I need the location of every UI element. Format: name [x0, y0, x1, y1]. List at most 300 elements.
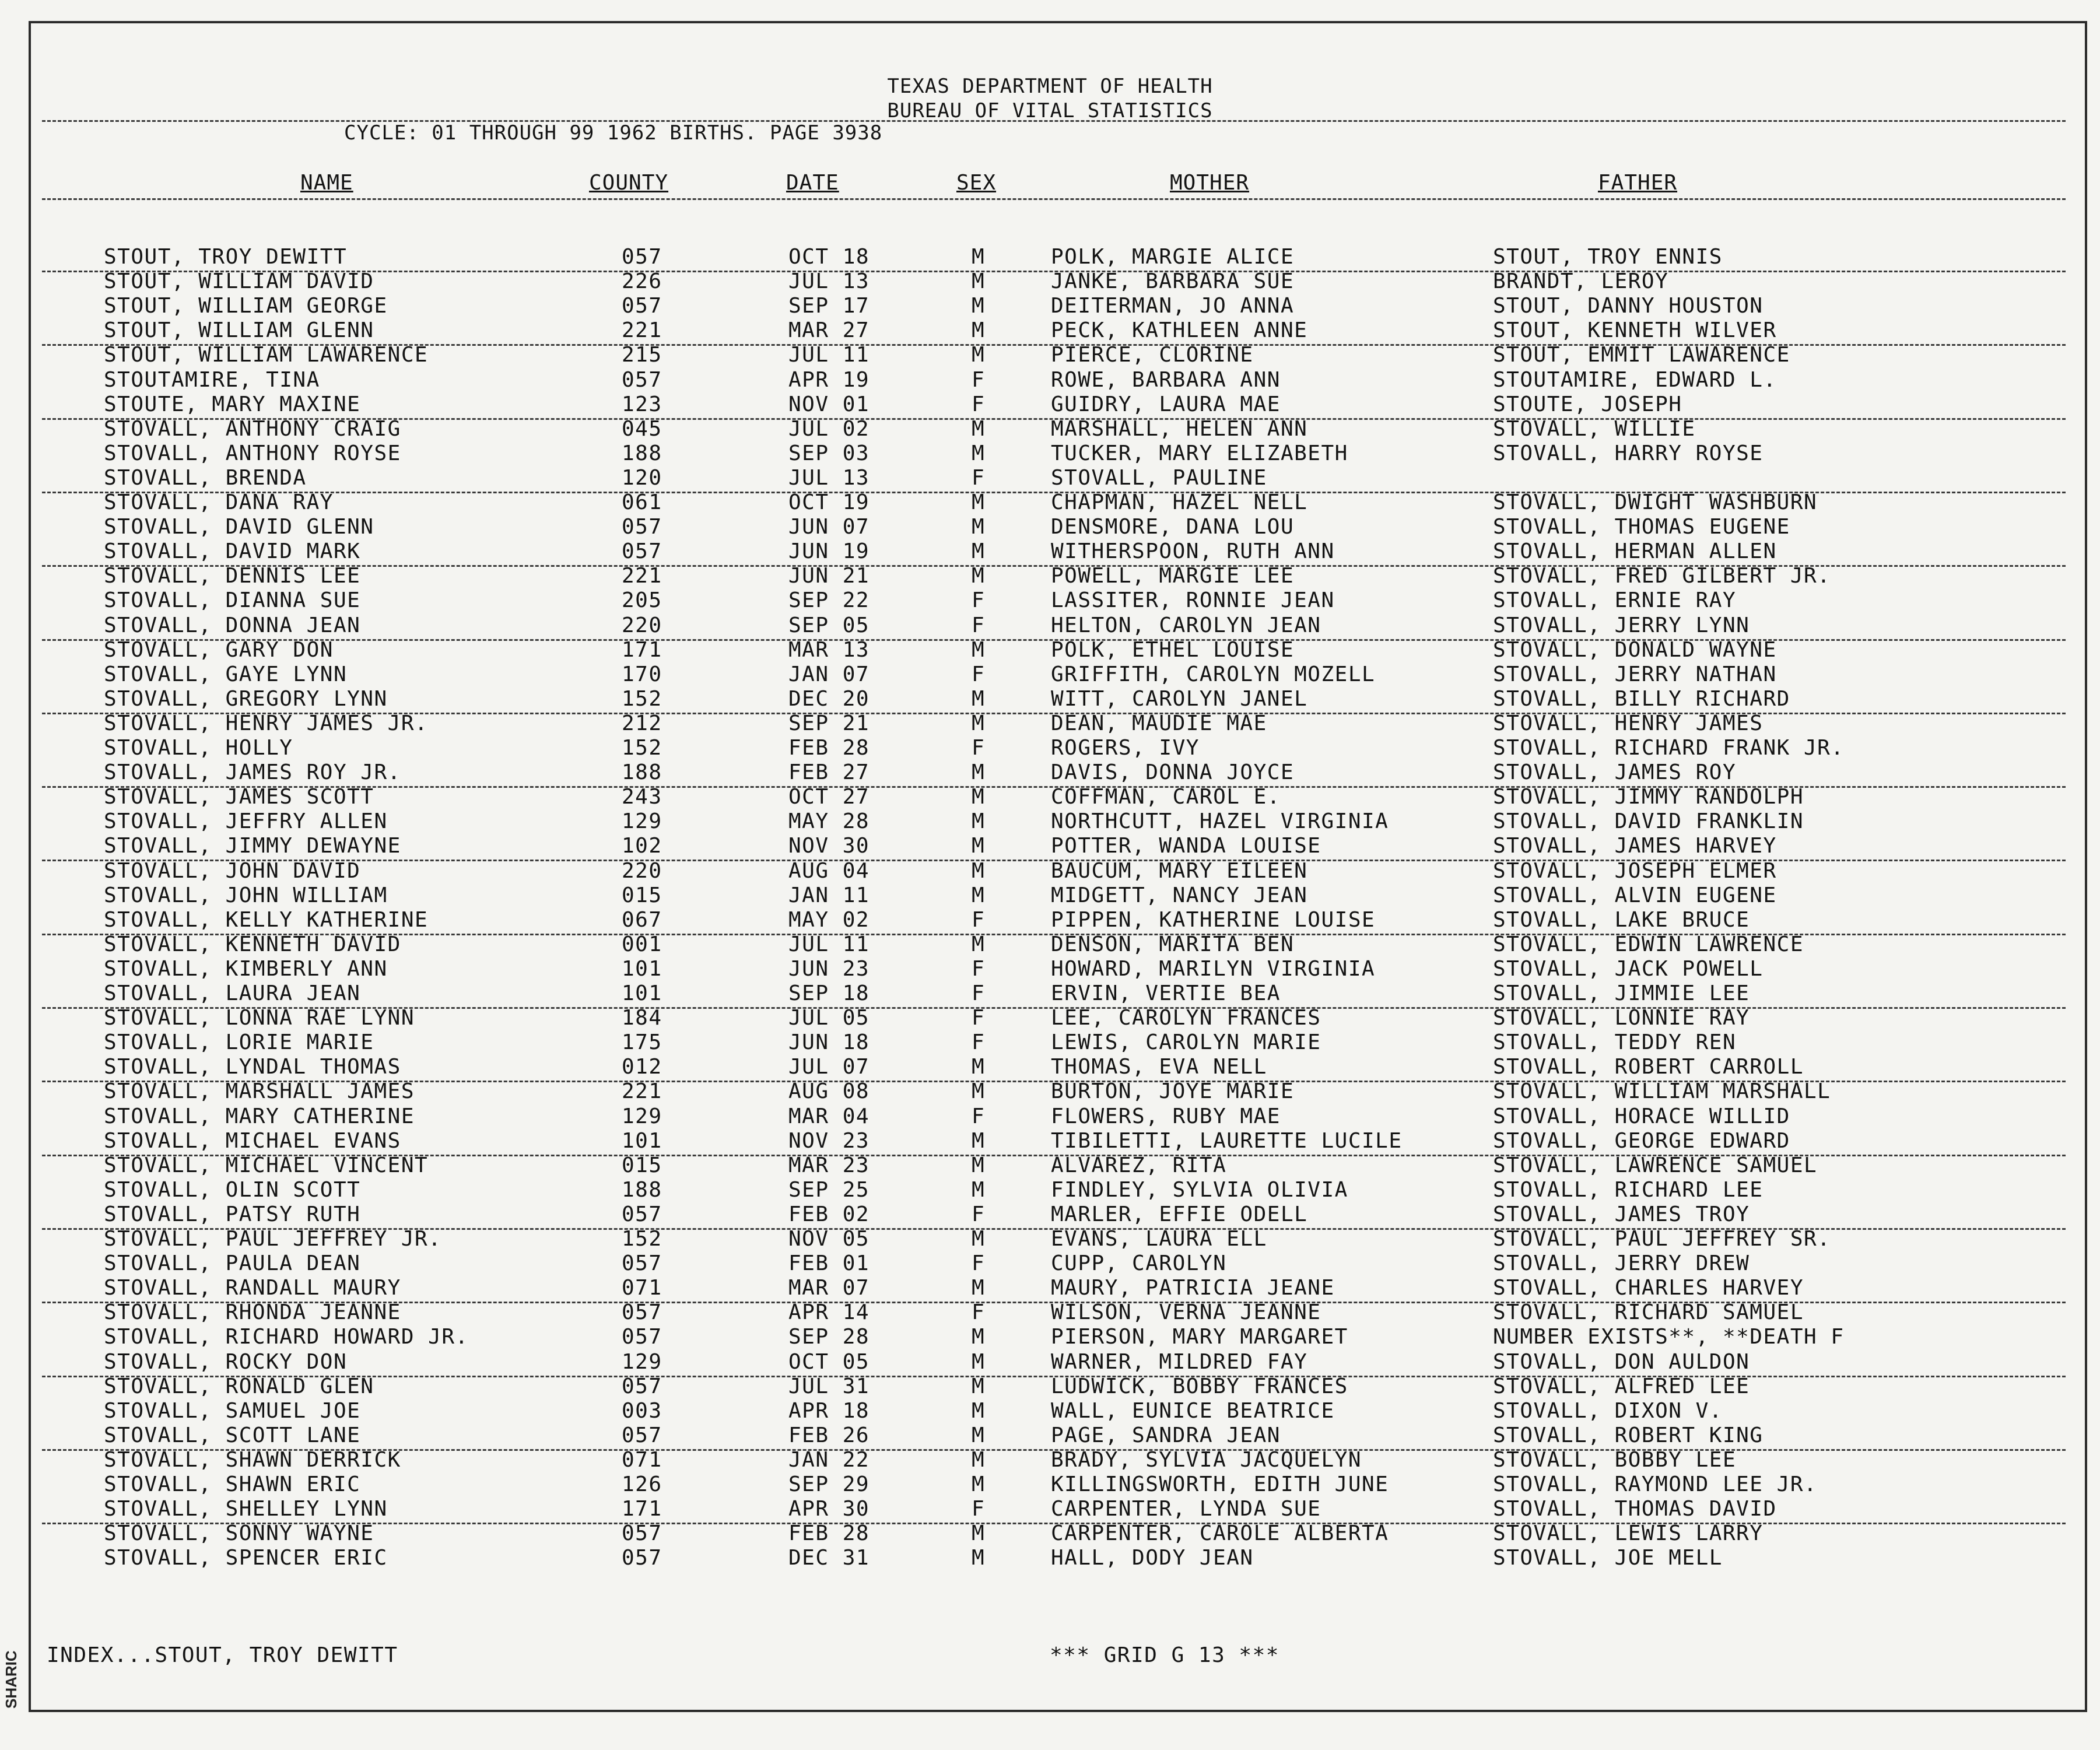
- cell-county: 003: [622, 1398, 662, 1423]
- index-footer: INDEX...STOUT, TROY DEWITT: [47, 1643, 398, 1667]
- cell-sex: M: [972, 564, 986, 588]
- cell-county: 102: [622, 834, 662, 858]
- cell-name: STOVALL, HENRY JAMES JR.: [104, 711, 429, 735]
- cell-mother: HOWARD, MARILYN VIRGINIA: [1051, 956, 1376, 981]
- cell-mother: LEE, CAROLYN FRANCES: [1051, 1006, 1321, 1030]
- cell-mother: POTTER, WANDA LOUISE: [1051, 834, 1321, 858]
- table-row: [0, 662, 2100, 687]
- cell-mother: COFFMAN, CAROL E.: [1051, 785, 1281, 809]
- cell-sex: M: [972, 1128, 986, 1153]
- cell-sex: M: [972, 416, 986, 441]
- cell-date: SEP 03: [788, 441, 870, 465]
- cell-father: STOVALL, ERNIE RAY: [1493, 588, 1737, 613]
- cell-county: 171: [622, 1497, 662, 1521]
- cell-sex: M: [972, 686, 986, 711]
- cell-name: STOUT, WILLIAM DAVID: [104, 269, 374, 294]
- table-row: [0, 417, 2100, 441]
- cell-sex: F: [972, 392, 986, 416]
- cell-county: 057: [622, 1546, 662, 1570]
- cell-name: STOVALL, SHAWN ERIC: [104, 1472, 361, 1496]
- table-row: [0, 1521, 2100, 1546]
- cell-date: FEB 27: [788, 760, 870, 785]
- cell-name: STOVALL, ANTHONY ROYSE: [104, 441, 401, 465]
- cell-mother: FLOWERS, RUBY MAE: [1051, 1104, 1281, 1128]
- cell-father: STOVALL, JOE MELL: [1493, 1546, 1723, 1570]
- cell-date: SEP 17: [788, 294, 870, 318]
- cell-mother: LASSITER, RONNIE JEAN: [1051, 588, 1335, 613]
- cell-mother: CARPENTER, LYNDA SUE: [1051, 1497, 1321, 1521]
- cell-mother: DENSMORE, DANA LOU: [1051, 515, 1295, 539]
- cell-mother: CUPP, CAROLYN: [1051, 1251, 1227, 1276]
- cell-sex: M: [972, 1546, 986, 1570]
- cell-county: 129: [622, 1349, 662, 1374]
- cell-date: FEB 26: [788, 1423, 870, 1447]
- cell-county: 057: [622, 1300, 662, 1325]
- cell-father: STOVALL, HERMAN ALLEN: [1493, 539, 1777, 564]
- cell-mother: HALL, DODY JEAN: [1051, 1546, 1254, 1570]
- table-row: [0, 269, 2100, 294]
- table-row: [0, 859, 2100, 883]
- cell-father: STOVALL, RICHARD SAMUEL: [1493, 1300, 1804, 1325]
- cell-date: JUL 31: [788, 1374, 870, 1398]
- table-row: [0, 908, 2100, 932]
- cell-sex: F: [972, 1497, 986, 1521]
- cell-mother: ROGERS, IVY: [1051, 736, 1200, 760]
- cell-date: APR 19: [788, 367, 870, 392]
- cell-father: STOVALL, JERRY NATHAN: [1493, 662, 1777, 686]
- cell-mother: PIERSON, MARY MARGARET: [1051, 1325, 1348, 1349]
- cell-county: 057: [622, 245, 662, 269]
- cell-date: NOV 30: [788, 834, 870, 858]
- cell-county: 061: [622, 490, 662, 514]
- cell-sex: M: [972, 809, 986, 834]
- table-row: [0, 1202, 2100, 1227]
- cell-father: STOVALL, HORACE WILLID: [1493, 1104, 1790, 1128]
- cell-father: STOVALL, CHARLES HARVEY: [1493, 1276, 1804, 1300]
- table-row: [0, 1030, 2100, 1055]
- cell-father: STOVALL, JIMMIE LEE: [1493, 981, 1750, 1005]
- cell-mother: ALVAREZ, RITA: [1051, 1153, 1227, 1177]
- cell-county: 221: [622, 318, 662, 343]
- cell-name: STOVALL, LONNA RAE LYNN: [104, 1006, 415, 1030]
- cell-name: STOVALL, SHAWN DERRICK: [104, 1447, 401, 1472]
- cell-name: STOUT, TROY DEWITT: [104, 245, 348, 269]
- cell-name: STOUT, WILLIAM GLENN: [104, 318, 374, 343]
- cell-county: 123: [622, 392, 662, 416]
- cell-sex: M: [972, 269, 986, 294]
- cell-county: 126: [622, 1472, 662, 1496]
- table-row: [0, 1079, 2100, 1104]
- table-row: [0, 1227, 2100, 1251]
- cell-date: SEP 05: [788, 613, 870, 637]
- cell-father: STOVALL, PAUL JEFFREY SR.: [1493, 1227, 1831, 1251]
- cell-name: STOVALL, JEFFRY ALLEN: [104, 809, 388, 834]
- table-row: [0, 1104, 2100, 1129]
- table-row: [0, 957, 2100, 981]
- cell-father: STOVALL, DONALD WAYNE: [1493, 637, 1777, 662]
- cell-mother: LEWIS, CAROLYN MARIE: [1051, 1030, 1321, 1055]
- cell-sex: M: [972, 539, 986, 564]
- table-row: [0, 343, 2100, 367]
- cell-date: MAR 27: [788, 318, 870, 343]
- cell-mother: GUIDRY, LAURA MAE: [1051, 392, 1281, 416]
- cell-mother: POWELL, MARGIE LEE: [1051, 564, 1295, 588]
- cell-county: 101: [622, 1128, 662, 1153]
- cell-date: MAR 07: [788, 1276, 870, 1300]
- cell-mother: PIERCE, CLORINE: [1051, 343, 1254, 367]
- cell-mother: DENSON, MARITA BEN: [1051, 932, 1295, 956]
- cell-county: 188: [622, 441, 662, 465]
- cell-sex: M: [972, 490, 986, 514]
- cell-county: 057: [622, 539, 662, 564]
- cell-date: APR 18: [788, 1398, 870, 1423]
- cell-mother: MARLER, EFFIE ODELL: [1051, 1202, 1308, 1226]
- cell-county: 205: [622, 588, 662, 613]
- cell-date: MAR 04: [788, 1104, 870, 1128]
- cell-county: 101: [622, 981, 662, 1005]
- cell-date: JUL 05: [788, 1006, 870, 1030]
- cell-father: STOVALL, GEORGE EDWARD: [1493, 1128, 1790, 1153]
- cell-date: JUN 23: [788, 956, 870, 981]
- cell-name: STOVALL, DAVID MARK: [104, 539, 361, 564]
- cell-name: STOVALL, GARY DON: [104, 637, 334, 662]
- cell-name: STOVALL, PAULA DEAN: [104, 1251, 361, 1276]
- cell-sex: F: [972, 907, 986, 932]
- table-row: [0, 834, 2100, 858]
- cell-father: STOVALL, JAMES HARVEY: [1493, 834, 1777, 858]
- cell-father: STOUTAMIRE, EDWARD L.: [1493, 367, 1777, 392]
- cell-father: STOVALL, HENRY JAMES: [1493, 711, 1764, 735]
- cell-father: STOVALL, LONNIE RAY: [1493, 1006, 1750, 1030]
- cell-date: OCT 19: [788, 490, 870, 514]
- cell-mother: MIDGETT, NANCY JEAN: [1051, 883, 1308, 907]
- cell-sex: M: [972, 1153, 986, 1177]
- cell-date: DEC 31: [788, 1546, 870, 1570]
- cell-name: STOVALL, KIMBERLY ANN: [104, 956, 388, 981]
- table-row: [0, 1472, 2100, 1497]
- table-row: [0, 490, 2100, 515]
- cell-father: STOVALL, RICHARD LEE: [1493, 1177, 1764, 1202]
- cell-father: STOVALL, DAVID FRANKLIN: [1493, 809, 1804, 834]
- cell-father: NUMBER EXISTS**, **DEATH F: [1493, 1325, 1845, 1349]
- column-header-father: FATHER: [1598, 171, 1678, 195]
- cell-mother: BAUCUM, MARY EILEEN: [1051, 858, 1308, 883]
- cell-mother: JANKE, BARBARA SUE: [1051, 269, 1295, 294]
- cell-father: STOVALL, RICHARD FRANK JR.: [1493, 736, 1845, 760]
- cell-county: 175: [622, 1030, 662, 1055]
- cell-sex: M: [972, 785, 986, 809]
- table-row: [0, 588, 2100, 613]
- cell-county: 152: [622, 1227, 662, 1251]
- cell-sex: F: [972, 1104, 986, 1128]
- cell-mother: POLK, ETHEL LOUISE: [1051, 637, 1295, 662]
- table-row: [0, 1448, 2100, 1472]
- cell-mother: PAGE, SANDRA JEAN: [1051, 1423, 1281, 1447]
- cell-date: FEB 28: [788, 1521, 870, 1546]
- cell-name: STOVALL, DIANNA SUE: [104, 588, 361, 613]
- table-row: [0, 1276, 2100, 1300]
- cell-sex: M: [972, 1349, 986, 1374]
- cell-mother: PECK, KATHLEEN ANNE: [1051, 318, 1308, 343]
- cell-father: STOVALL, TEDDY REN: [1493, 1030, 1737, 1055]
- cell-name: STOUT, WILLIAM GEORGE: [104, 294, 388, 318]
- cell-county: 057: [622, 1423, 662, 1447]
- table-row: [0, 711, 2100, 736]
- cell-name: STOVALL, JAMES SCOTT: [104, 785, 374, 809]
- cell-father: STOUT, EMMIT LAWARENCE: [1493, 343, 1790, 367]
- cell-sex: F: [972, 1300, 986, 1325]
- cell-county: 057: [622, 1325, 662, 1349]
- cell-mother: CHAPMAN, HAZEL NELL: [1051, 490, 1308, 514]
- cell-mother: MAURY, PATRICIA JEANE: [1051, 1276, 1335, 1300]
- cell-county: 057: [622, 1202, 662, 1226]
- grid-footer: *** GRID G 13 ***: [1050, 1643, 1279, 1667]
- cell-name: STOVALL, RICHARD HOWARD JR.: [104, 1325, 469, 1349]
- cell-father: STOVALL, FRED GILBERT JR.: [1493, 564, 1831, 588]
- cell-sex: M: [972, 441, 986, 465]
- cell-sex: F: [972, 981, 986, 1005]
- table-row: [0, 515, 2100, 539]
- cell-mother: BRADY, SYLVIA JACQUELYN: [1051, 1447, 1362, 1472]
- cell-sex: M: [972, 1398, 986, 1423]
- cell-sex: M: [972, 883, 986, 907]
- cell-date: JAN 22: [788, 1447, 870, 1472]
- cell-mother: FINDLEY, SYLVIA OLIVIA: [1051, 1177, 1348, 1202]
- cell-date: OCT 18: [788, 245, 870, 269]
- cell-date: APR 14: [788, 1300, 870, 1325]
- cell-name: STOUTAMIRE, TINA: [104, 367, 320, 392]
- cell-county: 212: [622, 711, 662, 735]
- cell-county: 220: [622, 858, 662, 883]
- table-row: [0, 1399, 2100, 1423]
- cell-name: STOVALL, LAURA JEAN: [104, 981, 361, 1005]
- cell-name: STOVALL, RANDALL MAURY: [104, 1276, 401, 1300]
- cell-father: STOVALL, ROBERT KING: [1493, 1423, 1764, 1447]
- cell-father: STOVALL, JERRY DREW: [1493, 1251, 1750, 1276]
- cell-mother: DAVIS, DONNA JOYCE: [1051, 760, 1295, 785]
- cell-county: 243: [622, 785, 662, 809]
- cell-mother: ERVIN, VERTIE BEA: [1051, 981, 1281, 1005]
- table-row: [0, 539, 2100, 564]
- cell-county: 045: [622, 416, 662, 441]
- cell-father: STOVALL, JOSEPH ELMER: [1493, 858, 1777, 883]
- cell-mother: NORTHCUTT, HAZEL VIRGINIA: [1051, 809, 1389, 834]
- cell-mother: CARPENTER, CAROLE ALBERTA: [1051, 1521, 1389, 1546]
- cell-mother: WILSON, VERNA JEANNE: [1051, 1300, 1321, 1325]
- cell-date: OCT 27: [788, 785, 870, 809]
- cell-name: STOVALL, PAUL JEFFREY JR.: [104, 1227, 442, 1251]
- cell-date: MAR 13: [788, 637, 870, 662]
- cell-date: FEB 01: [788, 1251, 870, 1276]
- cell-name: STOVALL, PATSY RUTH: [104, 1202, 361, 1226]
- table-row: [0, 1325, 2100, 1349]
- cell-county: 188: [622, 760, 662, 785]
- table-row: [0, 932, 2100, 957]
- cell-sex: M: [972, 1177, 986, 1202]
- cell-sex: M: [972, 294, 986, 318]
- cell-date: JUN 21: [788, 564, 870, 588]
- cell-county: 221: [622, 1079, 662, 1104]
- cell-father: STOVALL, LAWRENCE SAMUEL: [1493, 1153, 1818, 1177]
- cell-sex: M: [972, 711, 986, 735]
- cell-father: STOVALL, BILLY RICHARD: [1493, 686, 1790, 711]
- cell-father: STOVALL, DON AULDON: [1493, 1349, 1750, 1374]
- cell-name: STOVALL, ROCKY DON: [104, 1349, 348, 1374]
- cell-sex: M: [972, 343, 986, 367]
- header-cycle: CYCLE: 01 THROUGH 99 1962 BIRTHS. PAGE 3938: [344, 121, 883, 145]
- cell-sex: F: [972, 1006, 986, 1030]
- cell-county: 057: [622, 1251, 662, 1276]
- cell-name: STOVALL, LORIE MARIE: [104, 1030, 374, 1055]
- cell-county: 129: [622, 1104, 662, 1128]
- side-label: SHARIC: [2, 1650, 20, 1709]
- cell-name: STOVALL, LYNDAL THOMAS: [104, 1055, 401, 1079]
- cell-date: FEB 28: [788, 736, 870, 760]
- cell-county: 221: [622, 564, 662, 588]
- cell-date: FEB 02: [788, 1202, 870, 1226]
- cell-sex: M: [972, 1055, 986, 1079]
- cell-father: STOVALL, LAKE BRUCE: [1493, 907, 1750, 932]
- cell-county: 220: [622, 613, 662, 637]
- column-header-name: NAME: [300, 171, 353, 195]
- table-row: [0, 318, 2100, 343]
- cell-sex: M: [972, 637, 986, 662]
- cell-name: STOVALL, DENNIS LEE: [104, 564, 361, 588]
- cell-county: 015: [622, 1153, 662, 1177]
- cell-county: 015: [622, 883, 662, 907]
- cell-sex: M: [972, 245, 986, 269]
- cell-mother: MARSHALL, HELEN ANN: [1051, 416, 1308, 441]
- cell-date: NOV 23: [788, 1128, 870, 1153]
- cell-date: JUL 13: [788, 465, 870, 490]
- cell-county: 071: [622, 1276, 662, 1300]
- cell-father: STOVALL, JAMES TROY: [1493, 1202, 1750, 1226]
- cell-father: STOUTE, JOSEPH: [1493, 392, 1682, 416]
- cell-county: 215: [622, 343, 662, 367]
- cell-date: SEP 25: [788, 1177, 870, 1202]
- cell-date: DEC 20: [788, 686, 870, 711]
- cell-father: STOVALL, JAMES ROY: [1493, 760, 1737, 785]
- table-row: [0, 294, 2100, 318]
- cell-date: JUL 02: [788, 416, 870, 441]
- cell-mother: BURTON, JOYE MARIE: [1051, 1079, 1295, 1104]
- cell-name: STOVALL, RHONDA JEANNE: [104, 1300, 401, 1325]
- cell-county: 152: [622, 736, 662, 760]
- cell-county: 120: [622, 465, 662, 490]
- cell-name: STOVALL, JOHN WILLIAM: [104, 883, 388, 907]
- cell-sex: M: [972, 515, 986, 539]
- cell-sex: M: [972, 858, 986, 883]
- cell-father: STOVALL, ROBERT CARROLL: [1493, 1055, 1804, 1079]
- table-row: [0, 1006, 2100, 1030]
- cell-father: STOVALL, WILLIE: [1493, 416, 1696, 441]
- cell-name: STOVALL, SAMUEL JOE: [104, 1398, 361, 1423]
- cell-sex: F: [972, 1202, 986, 1226]
- table-row: [0, 736, 2100, 760]
- cell-mother: STOVALL, PAULINE: [1051, 465, 1267, 490]
- cell-sex: F: [972, 465, 986, 490]
- cell-name: STOVALL, MARSHALL JAMES: [104, 1079, 415, 1104]
- table-row: [0, 441, 2100, 466]
- cell-county: 188: [622, 1177, 662, 1202]
- cell-county: 152: [622, 686, 662, 711]
- cell-date: MAY 28: [788, 809, 870, 834]
- cell-date: JUL 13: [788, 269, 870, 294]
- cell-date: SEP 28: [788, 1325, 870, 1349]
- column-header-county: COUNTY: [589, 171, 669, 195]
- cell-date: JAN 07: [788, 662, 870, 686]
- cell-sex: M: [972, 1227, 986, 1251]
- table-row: [0, 564, 2100, 588]
- cell-name: STOVALL, RONALD GLEN: [104, 1374, 374, 1398]
- table-row: [0, 981, 2100, 1006]
- column-header-date: DATE: [786, 171, 839, 195]
- table-row: [0, 809, 2100, 834]
- cell-mother: HELTON, CAROLYN JEAN: [1051, 613, 1321, 637]
- cell-father: STOVALL, JERRY LYNN: [1493, 613, 1750, 637]
- header-bureau: BUREAU OF VITAL STATISTICS: [887, 99, 1213, 122]
- cell-date: JUN 18: [788, 1030, 870, 1055]
- table-row: [0, 1251, 2100, 1276]
- cell-mother: DEAN, MAUDIE MAE: [1051, 711, 1267, 735]
- cell-name: STOVALL, ANTHONY CRAIG: [104, 416, 401, 441]
- cell-date: JUN 19: [788, 539, 870, 564]
- table-row: [0, 1350, 2100, 1374]
- cell-sex: F: [972, 1030, 986, 1055]
- cell-county: 012: [622, 1055, 662, 1079]
- cell-date: JUN 07: [788, 515, 870, 539]
- cell-date: AUG 04: [788, 858, 870, 883]
- table-row: [0, 638, 2100, 662]
- cell-sex: M: [972, 760, 986, 785]
- cell-name: STOVALL, BRENDA: [104, 465, 307, 490]
- cell-name: STOVALL, GREGORY LYNN: [104, 686, 388, 711]
- cell-county: 184: [622, 1006, 662, 1030]
- cell-mother: KILLINGSWORTH, EDITH JUNE: [1051, 1472, 1389, 1496]
- table-row: [0, 368, 2100, 392]
- cell-sex: M: [972, 1374, 986, 1398]
- cell-father: STOVALL, DIXON V.: [1493, 1398, 1723, 1423]
- cell-name: STOVALL, SHELLEY LYNN: [104, 1497, 388, 1521]
- header-department: TEXAS DEPARTMENT OF HEALTH: [887, 75, 1213, 98]
- cell-sex: F: [972, 662, 986, 686]
- table-row: [0, 1129, 2100, 1153]
- cell-date: SEP 18: [788, 981, 870, 1005]
- cell-county: 057: [622, 1521, 662, 1546]
- table-row: [0, 392, 2100, 417]
- cell-name: STOVALL, DAVID GLENN: [104, 515, 374, 539]
- cell-name: STOVALL, SPENCER ERIC: [104, 1546, 388, 1570]
- cell-name: STOVALL, MARY CATHERINE: [104, 1104, 415, 1128]
- cell-county: 071: [622, 1447, 662, 1472]
- cell-sex: M: [972, 1521, 986, 1546]
- cell-name: STOVALL, MICHAEL EVANS: [104, 1128, 401, 1153]
- cell-name: STOVALL, KELLY KATHERINE: [104, 907, 429, 932]
- cell-sex: F: [972, 588, 986, 613]
- cell-name: STOVALL, JIMMY DEWAYNE: [104, 834, 401, 858]
- cell-mother: WARNER, MILDRED FAY: [1051, 1349, 1308, 1374]
- table-row: [0, 1423, 2100, 1448]
- cell-county: 057: [622, 294, 662, 318]
- cell-father: STOVALL, ALVIN EUGENE: [1493, 883, 1777, 907]
- cell-mother: TUCKER, MARY ELIZABETH: [1051, 441, 1348, 465]
- cell-father: STOUT, TROY ENNIS: [1493, 245, 1723, 269]
- cell-date: SEP 21: [788, 711, 870, 735]
- cell-father: STOVALL, ALFRED LEE: [1493, 1374, 1750, 1398]
- cell-name: STOVALL, GAYE LYNN: [104, 662, 348, 686]
- cell-sex: M: [972, 318, 986, 343]
- cell-county: 171: [622, 637, 662, 662]
